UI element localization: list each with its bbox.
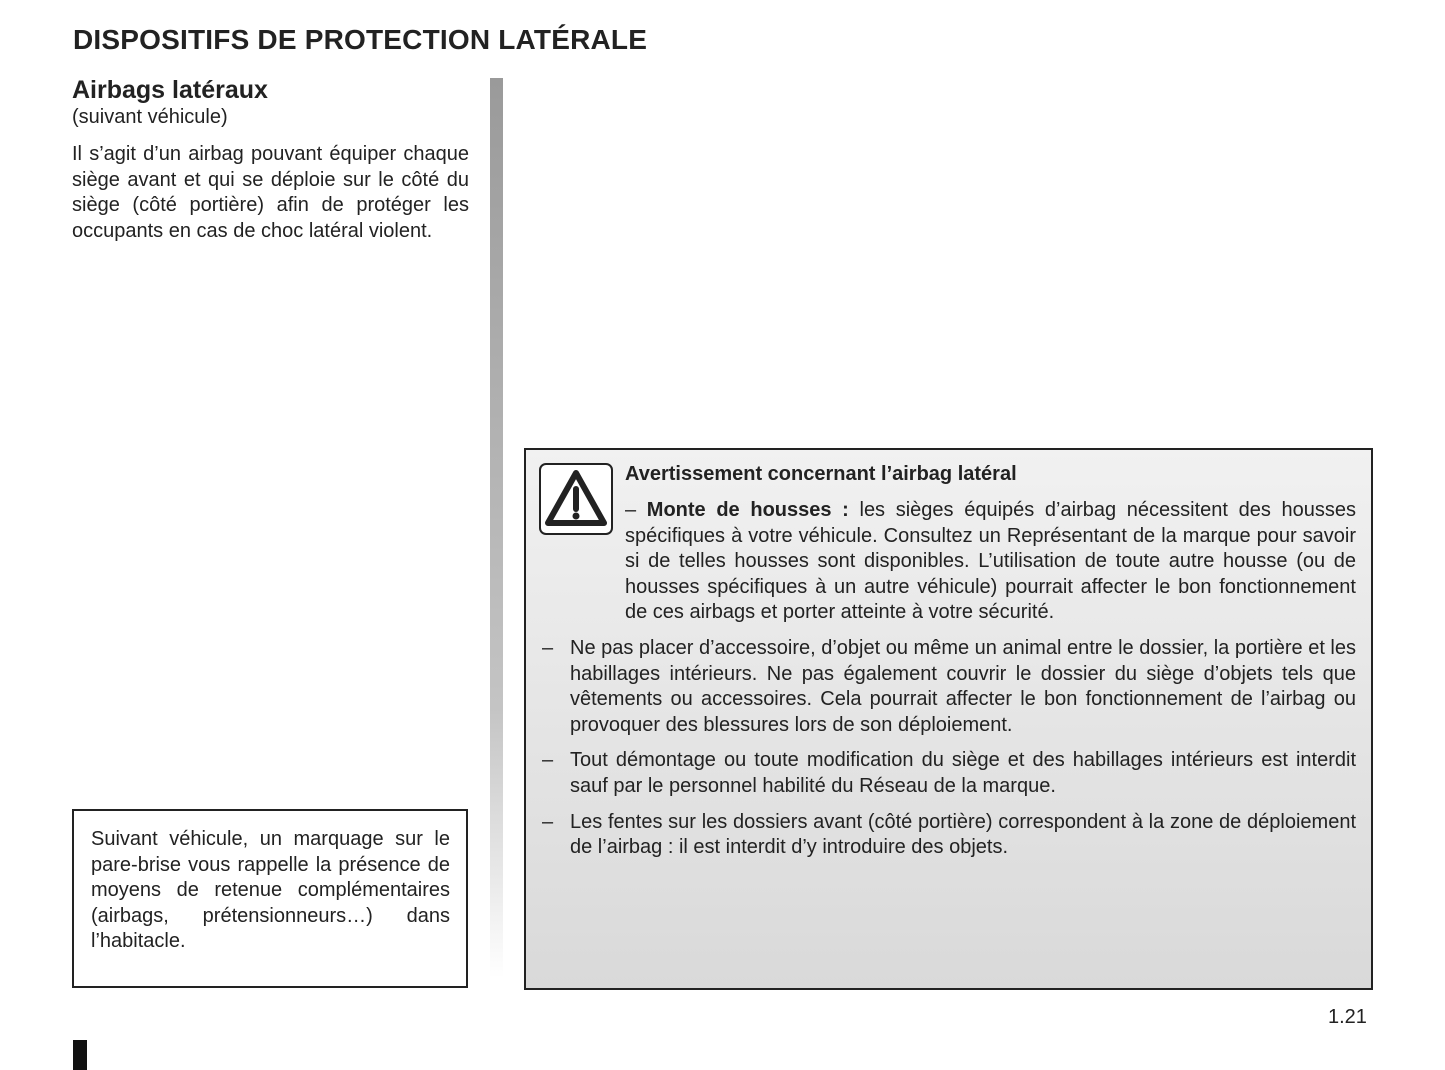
warning-title: Avertissement concernant l’airbag latéral bbox=[625, 463, 1017, 485]
warning-item-text: Tout démontage ou toute modification du siège et des habillages intérieurs est interdit sauf par le personnel habilité du Réseau de la marque. bbox=[570, 749, 1356, 797]
dash: – bbox=[542, 636, 554, 659]
warning-item-bold: Monte de housses : bbox=[646, 499, 849, 521]
page-edge-marker bbox=[73, 1040, 87, 1070]
section-subheading: (suivant véhicule) bbox=[72, 106, 228, 128]
warning-item-text: les sièges équipés d’airbag nécessitent des housses spécifiques à votre véhicule. Consultez un Représentant de la marque pour savoir si de telles housses sont disponibles. L’utilisation de toute autre housse (ou de housses spécifiques à un autre véhicule) pourrait affecter le bon fonctionnement de ces airbags et porter atteinte à votre sécurité. bbox=[625, 499, 1356, 624]
dash: – bbox=[542, 749, 554, 772]
dash: – bbox=[625, 499, 637, 521]
page-title: DISPOSITIFS DE PROTECTION LATÉRALE bbox=[73, 24, 648, 55]
warning-item bbox=[542, 748, 1356, 799]
warning-item-text: Ne pas placer d’accessoire, d’objet ou même un animal entre le dossier, la portière et les habillages intérieurs. Ne pas également couvrir le dossier du siège d’objets tels que vêtements ou accessoires. Cela pourrait affecter le bon fonctionnement de l’airbag ou provoquer des blessures lors de son déploiement. bbox=[570, 636, 1356, 736]
page-number: 1.21 bbox=[1328, 1006, 1367, 1028]
dash: – bbox=[542, 810, 554, 833]
column-divider bbox=[490, 78, 503, 978]
warning-item bbox=[570, 498, 1356, 626]
note-box: Suivant véhicule, un marquage sur le pare-brise vous rappelle la présence de moyens de retenue complémentaires (airbags, prétensionneurs…) dans l’habitacle. bbox=[72, 809, 468, 988]
warning-item-text: Les fentes sur les dossiers avant (côté portière) correspondent à la zone de déploiement de l’airbag : il est interdit d’y introduire des objets. bbox=[570, 810, 1356, 859]
intro-paragraph: Il s’agit d’un airbag pouvant équiper chaque siège avant et qui se déploie sur le côté du siège (côté portière) afin de protéger les occupants en cas de choc latéral violent. bbox=[72, 143, 469, 242]
warning-item bbox=[542, 810, 1356, 861]
section-heading: Airbags latéraux bbox=[72, 76, 268, 104]
warning-item bbox=[542, 636, 1356, 738]
warning-box bbox=[524, 448, 1373, 990]
